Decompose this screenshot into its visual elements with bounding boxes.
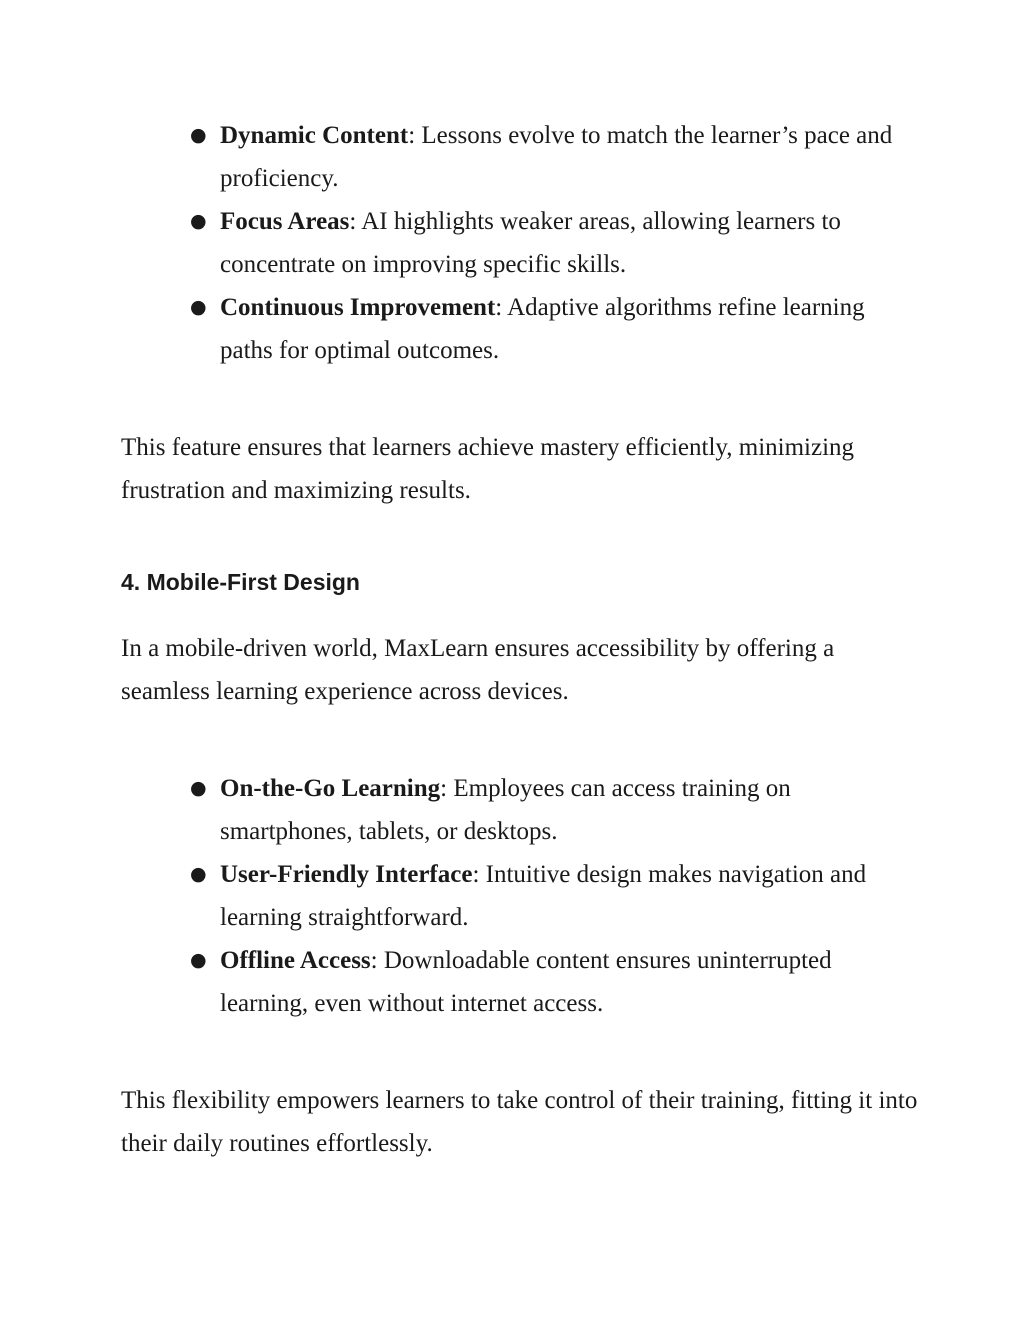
list-item [190,939,910,1025]
list-item [190,767,910,853]
bullet-text: : Employees can access training on smartphones, tablets, or desktops. [220,775,791,845]
bullet-term: User-Friendly Interface [220,861,473,888]
bullet-term: Offline Access [220,947,371,974]
bullet-icon: ● [190,949,207,971]
bullet-term: Focus Areas [220,208,350,235]
list-item [190,200,910,286]
bullet-icon: ● [190,777,207,799]
bullet-text: : Lessons evolve to match the learner’s pace and proficiency. [220,122,893,192]
paragraph-feature-summary: This feature ensures that learners achieve mastery efficiently, minimizing frustration and maximizing results. [121,434,855,504]
bullet-icon: ● [190,124,207,146]
bullet-list-adaptive [190,114,910,372]
list-item [190,114,910,200]
bullet-text: : Intuitive design makes navigation and learning straightforward. [220,861,867,931]
list-item [190,853,910,939]
bullet-text: : Adaptive algorithms refine learning paths for optimal outcomes. [220,294,865,364]
bullet-text: : AI highlights weaker areas, allowing learners to concentrate on improving specific skills. [220,208,841,278]
section-heading: 4. Mobile-First Design [121,569,360,595]
bullet-icon: ● [190,296,207,318]
bullet-term: Continuous Improvement [220,294,496,321]
paragraph-mobile-intro: In a mobile-driven world, MaxLearn ensures accessibility by offering a seamless learning experience across devices. [121,635,835,705]
list-item [190,286,910,372]
bullet-icon: ● [190,863,207,885]
bullet-term: Dynamic Content [220,122,409,149]
bullet-text: : Downloadable content ensures uninterrupted learning, even without internet access. [220,947,832,1017]
bullet-term: On-the-Go Learning [220,775,441,802]
bullet-icon: ● [190,210,207,232]
bullet-list-mobile [190,767,910,1025]
paragraph-flexibility-summary: This flexibility empowers learners to take control of their training, fitting it into their daily routines effortlessly. [121,1087,918,1157]
